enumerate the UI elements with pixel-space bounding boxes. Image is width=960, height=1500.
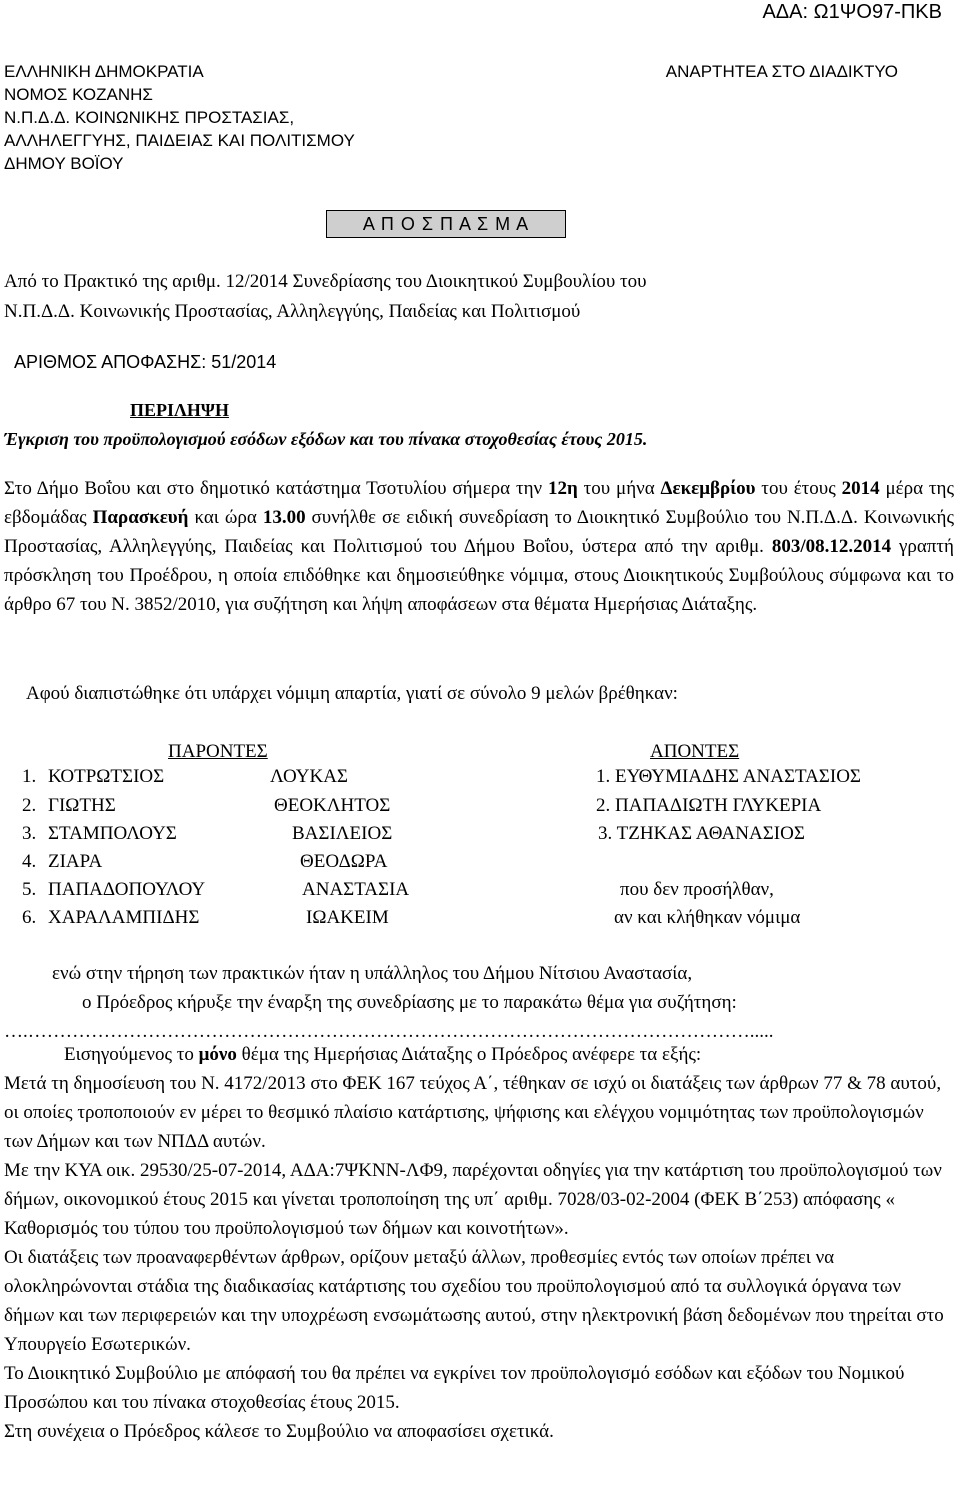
- posting-note: ΑΝΑΡΤΗΤΕΑ ΣΤΟ ΔΙΑΔΙΚΤΥΟ: [665, 62, 898, 81]
- member-surname: ΖΙΑΡΑ: [48, 851, 103, 872]
- member-surname: ΚΟΤΡΩΤΣΙΟΣ: [48, 766, 165, 787]
- quorum-statement: Αφού διαπιστώθηκε ότι υπάρχει νόμιμη απαρτία, γιατί σε σύνολο 9 μελών βρέθηκαν:: [26, 683, 678, 704]
- absent-item: 3. ΤΖΗΚΑΣ ΑΘΑΝΑΣΙΟΣ: [598, 823, 805, 844]
- summary-title: ΠΕΡΙΛΗΨΗ: [130, 400, 229, 420]
- dotted-separator: ….…………………………………………………………………………………………………….....: [4, 1021, 774, 1042]
- body-text: θέμα της Ημερήσιας Διάταξης ο Πρόεδρος ανέφερε τα εξής:: [236, 1044, 702, 1065]
- body-text: Εισηγούμενος το: [64, 1044, 199, 1065]
- absent-note: που δεν προσήλθαν,: [620, 879, 774, 900]
- absent-note: αν και κλήθηκαν νόμιμα: [614, 907, 801, 928]
- intro-text: συνήλθε σε ειδική συνεδρίαση το Διοικητικό Συμβούλιο του Ν.Π.Δ.Δ. Κοινωνικής Προστασίας, Αλληλεγγύης, Παιδείας και Πολιτισμού του Δήμου Βοΐου, ύστερα από την αριθμ.: [4, 507, 954, 557]
- member-name: ΘΕΟΔΩΡΑ: [300, 851, 388, 872]
- header-line: ΝΟΜΟΣ ΚΟΖΑΝΗΣ: [4, 85, 153, 104]
- issuer-header: [4, 60, 355, 175]
- row-number: 2.: [22, 795, 37, 816]
- summary-text: Έγκριση του προϋπολογισμού εσόδων εξόδων και του πίνακα στοχοθεσίας έτους 2015.: [4, 429, 648, 449]
- header-line: ΕΛΛΗΝΙΚΗ ΔΗΜΟΚΡΑΤΙΑ: [4, 62, 204, 81]
- body-paragraph: Μετά τη δημοσίευση του Ν. 4172/2013 στο ΦΕΚ 167 τεύχος Α΄, τέθηκαν σε ισχύ οι διατάξεις των άρθρων 77 & 78 αυτού, οι οποίες τροποποιούν εν μέρει το θεσμικό πλαίσιο κατάρτισης, ψήφισης και ελέγχου νομιμότητας των προϋπολογισμών των Δήμων και των ΝΠΔΔ αυτών.: [4, 1073, 942, 1152]
- member-name: ΘΕΟΚΛΗΤΟΣ: [274, 795, 391, 816]
- ada-stamp: ΑΔΑ: Ω1ΨΟ97-ΠΚΒ: [762, 1, 942, 23]
- member-name: ΙΩΑΚΕΙΜ: [306, 907, 389, 928]
- meeting-month: Δεκεμβρίου: [660, 478, 756, 499]
- body-paragraph: Οι διατάξεις των προαναφερθέντων άρθρων, ορίζουν μεταξύ άλλων, προθεσμίες εντός των οποίων πρέπει να ολοκληρώνονται στάδια της διαδικασίας κατάρτισης του σχεδίου του προϋπολογισμού από τα συλλογικά όργανα των δήμων και των περιφερειών και την υποχρέωση ενσωμάτωσης αυτού, στην ηλεκτρονική βάση δεδομένων που τηρείται στο Υπουργείο Εσωτερικών.: [4, 1247, 944, 1355]
- member-name: ΑΝΑΣΤΑΣΙΑ: [302, 879, 410, 900]
- row-number: 5.: [22, 879, 37, 900]
- row-number: 3.: [22, 823, 37, 844]
- minutes-reference-2: Ν.Π.Δ.Δ. Κοινωνικής Προστασίας, Αλληλεγγύης, Παιδείας και Πολιτισμού: [4, 301, 581, 322]
- decision-number: ΑΡΙΘΜΟΣ ΑΠΟΦΑΣΗΣ: 51/2014: [14, 352, 277, 372]
- member-surname: ΠΑΠΑΔΟΠΟΥΛΟΥ: [48, 879, 206, 900]
- intro-text: και ώρα: [188, 507, 263, 528]
- meeting-time: 13.00: [262, 507, 306, 528]
- rapporteur-line: [4, 1040, 954, 1069]
- meeting-year: 2014: [841, 478, 880, 499]
- body-paragraph: Στη συνέχεια ο Πρόεδρος κάλεσε το Συμβούλιο να αποφασίσει σχετικά.: [4, 1421, 554, 1442]
- row-number: 6.: [22, 907, 37, 928]
- invitation-number: 803/08.12.2014: [771, 536, 892, 557]
- emphasis: μόνο: [198, 1044, 237, 1065]
- intro-paragraph: [4, 474, 954, 619]
- member-surname: ΧΑΡΑΛΑΜΠΙΔΗΣ: [48, 907, 200, 928]
- intro-text: του μήνα: [577, 478, 661, 499]
- body-paragraph: Με την ΚΥΑ οικ. 29530/25-07-2014, ΑΔΑ:7ΨΚΝΝ-ΛΦ9, παρέχονται οδηγίες για την κατάρτιση του προϋπολογισμού των δήμων, οικονομικού έτους 2015 και γίνεται τροποποίηση της υπ΄ αριθμ. 7028/03-02-2004 (ΦΕΚ Β΄253) απόφασης « Καθορισμός του τύπου του προϋπολογισμού των δήμων και κοινοτήτων».: [4, 1160, 942, 1239]
- intro-text: του έτους: [755, 478, 842, 499]
- header-line: Ν.Π.Δ.Δ. ΚΟΙΝΩΝΙΚΗΣ ΠΡΟΣΤΑΣΙΑΣ,: [4, 108, 295, 127]
- intro-text: μέρα της εβδομάδας: [4, 478, 954, 528]
- member-name: ΒΑΣΙΛΕΙΟΣ: [292, 823, 393, 844]
- secretary-line: ενώ στην τήρηση των πρακτικών ήταν η υπάλληλος του Δήμου Νίτσιου Αναστασία,: [52, 963, 693, 984]
- member-surname: ΓΙΩΤΗΣ: [48, 795, 116, 816]
- row-number: 4.: [22, 851, 37, 872]
- decision-body: [4, 1040, 954, 1446]
- document-title: Α Π Ο Σ Π Α Σ Μ Α: [326, 210, 566, 238]
- intro-text: γραπτή πρόσκληση του Προέδρου, η οποία επιδόθηκε και δημοσιεύθηκε νόμιμα, στους Διοικητικούς Συμβούλους σύμφωνα και το άρθρο 67 του Ν. 3852/2010, για συζήτηση και λήψη αποφάσεων στα θέματα Ημερήσιας Διάταξης.: [4, 536, 954, 615]
- absent-item: 2. ΠΑΠΑΔΙΩΤΗ ΓΛΥΚΕΡΙΑ: [596, 795, 822, 816]
- member-name: ΛΟΥΚΑΣ: [270, 766, 348, 787]
- absent-item: 1. ΕΥΘΥΜΙΑΔΗΣ ΑΝΑΣΤΑΣΙΟΣ: [596, 766, 861, 787]
- meeting-weekday: Παρασκευή: [92, 507, 189, 528]
- header-line: ΔΗΜΟΥ ΒΟΪΟΥ: [4, 154, 124, 173]
- member-surname: ΣΤΑΜΠΟΛΟΥΣ: [48, 823, 177, 844]
- meeting-day: 12η: [547, 478, 578, 499]
- intro-text: Στο Δήμο Βοΐου και στο δημοτικό κατάστημα Τσοτυλίου σήμερα την: [4, 478, 548, 499]
- absent-heading: ΑΠΟΝΤΕΣ: [650, 741, 740, 762]
- minutes-reference: Από το Πρακτικό της αριθμ. 12/2014 Συνεδρίασης του Διοικητικού Συμβουλίου του: [4, 271, 647, 292]
- row-number: 1.: [22, 766, 37, 787]
- present-heading: ΠΑΡΟΝΤΕΣ: [168, 741, 268, 762]
- header-line: ΑΛΛΗΛΕΓΓΥΗΣ, ΠΑΙΔΕΙΑΣ ΚΑΙ ΠΟΛΙΤΙΣΜΟΥ: [4, 131, 355, 150]
- body-paragraph: Το Διοικητικό Συμβούλιο με απόφασή του θα πρέπει να εγκρίνει τον προϋπολογισμό εσόδων και εξόδων του Νομικού Προσώπου και του πίνακα στοχοθεσίας έτους 2015.: [4, 1363, 905, 1413]
- chair-line: ο Πρόεδρος κήρυξε την έναρξη της συνεδρίασης με το παρακάτω θέμα για συζήτηση:: [82, 992, 737, 1013]
